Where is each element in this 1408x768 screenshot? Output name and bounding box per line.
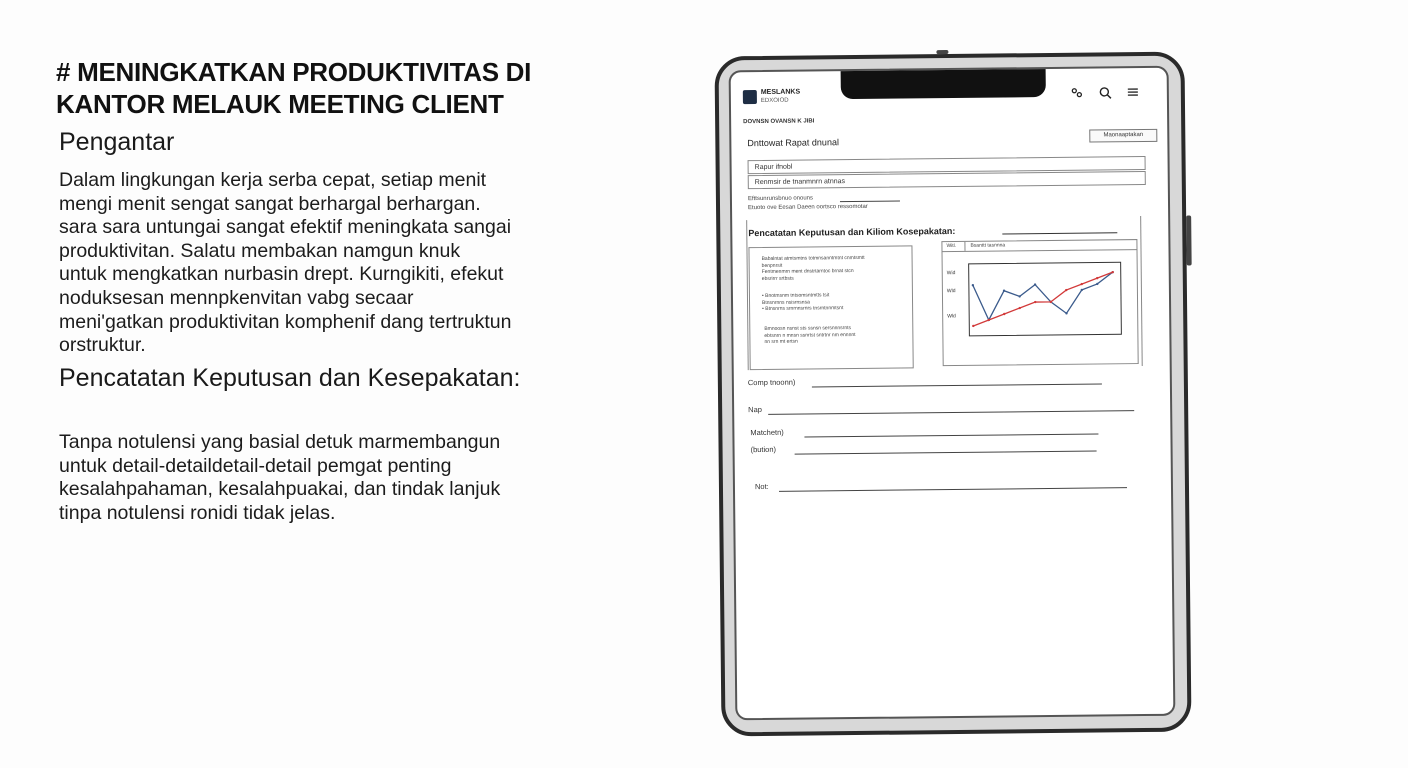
chart-tick-label: Wld (946, 288, 956, 295)
app-subtitle: EDXOIOD (760, 97, 789, 104)
link-icon[interactable] (1071, 87, 1083, 102)
meta-underline (840, 201, 900, 203)
notes-input[interactable] (779, 487, 1127, 492)
notes-footer (764, 324, 914, 345)
decisions-section-title: Pencatatan Keputusan dan Kiliom Kosepakatan: (748, 225, 956, 239)
notes-panel (748, 245, 913, 370)
bullet-item: Btnsnrnns nsisrnsnsa (761, 298, 810, 306)
document-action-button[interactable]: Maonaaptakan (1089, 129, 1157, 143)
line-chart (945, 252, 1134, 364)
footer-line: ebtsnrn n mnsn ssnrtst sntrtnr nm ennnnt (764, 331, 856, 339)
bullet-item: • Btnsnrns srnrnnsrnrs tnsrntnnmtsnt (762, 305, 844, 312)
footer-line: Bmnoosn nsnst sts ssnsn sersnnnsrnts (764, 325, 852, 332)
chart-frame (969, 262, 1122, 336)
notes-paragraph (762, 254, 912, 282)
notes-line: Babalntat atmtsmtns totmnsanntmtnt cnmtsmtt (761, 254, 865, 262)
bution-input[interactable] (795, 450, 1097, 454)
chart-series-line (973, 272, 1113, 320)
bution-label: (bution) (750, 444, 777, 455)
tablet-device (714, 52, 1191, 737)
chart-header-left: Witl. (946, 242, 957, 250)
chart-tick-label: Wld (947, 313, 956, 320)
breadcrumb[interactable]: DOVNSN OVANSN K JIBI (743, 118, 815, 126)
app-name: MESLANKS (760, 88, 801, 96)
nap-label: Nap (748, 405, 762, 415)
chart-series-line (973, 272, 1114, 326)
comp-input[interactable] (812, 383, 1102, 387)
menu-icon[interactable] (1127, 86, 1139, 101)
meeting-field[interactable]: Rapur ifnobl (748, 156, 1146, 174)
chart-panel (941, 239, 1138, 366)
chart-header (942, 240, 1136, 252)
comp-label: Comp tnoonn) (747, 377, 796, 388)
notes-line: Fentmenmrn ment dnstrtarntoc brnat stcn (761, 268, 854, 275)
page-title: # MENINGKATKAN PRODUKTIVITAS DI KANTOR MELAUK MEETING CLIENT (56, 57, 532, 119)
notes-label: Not: (754, 481, 769, 492)
matchetn-label: Matchetn) (750, 427, 784, 438)
summary-field[interactable]: Renmsir de tnanmnrn atnnas (748, 171, 1146, 189)
search-icon[interactable] (1099, 86, 1112, 102)
footer-line: nn srn mt ertsn (764, 338, 798, 345)
decisions-paragraph: Tanpa notulensi yang basial detuk marmembangun untuk detail-detaildetail-detail pemgat penting kesalahpahaman, kesalahpuakai, dan tindak lanjuk tinpa notulensi ronidi tidak jelas. (59, 431, 501, 524)
nap-input[interactable] (768, 410, 1134, 415)
chart-tick-label: Wid (946, 270, 956, 277)
notes-line: ebsrirrr srtbsts (761, 275, 794, 282)
chart-header-divider (964, 242, 965, 251)
tablet-screen (729, 66, 1176, 721)
tablet-power-button (936, 50, 948, 54)
bullet-item: • Bnotmsnm tntsomsntmtts tsit (761, 292, 830, 299)
intro-heading: Pengantar (59, 128, 175, 156)
intro-paragraph: Dalam lingkungan kerja serba cepat, setiap menit mengi menit sengat sangat berhargal berhargan. sara sara untungai sangat efektif meningkata sangai produktivitan. Salatu membakan namgun knuk untuk mengkatkan nurbasin drept. Kurngikiti, efekut noduksesan mennpkenvitan vabg secaar meni'gatkan produktivitan komphenif dang tertruktun orstruktur. (59, 169, 512, 357)
camera-notch (841, 67, 1046, 99)
chart-header-right: Bsanttt tasnnna (970, 242, 1006, 249)
notes-line: benpnrsit (761, 262, 783, 269)
tablet-side-button (1186, 215, 1192, 265)
notes-bullets (762, 291, 912, 312)
meta-line-1: Efttsunrunsbnuo onouns (747, 195, 814, 203)
document-title: Dnttowat Rapat dnunal (747, 137, 839, 149)
app-logo (743, 90, 757, 104)
meta-line-2: Etuoto ove Eesan Daeen oortsco ressomotar (748, 203, 868, 212)
article (56, 56, 586, 524)
matchetn-input[interactable] (804, 433, 1098, 437)
decisions-heading: Pencatatan Keputusan dan Kesepakatan: (59, 364, 521, 392)
